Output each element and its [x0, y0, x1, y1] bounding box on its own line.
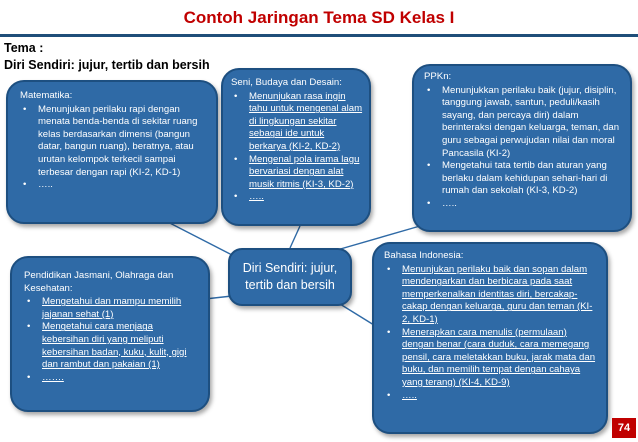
ppkn-item: • …..: [424, 198, 622, 211]
matematika-heading: Matematika:: [20, 90, 73, 101]
page-number: 74: [612, 418, 636, 438]
central-theme-box: [228, 248, 352, 306]
seni-item: [231, 91, 363, 154]
seni-item-text: Mengenal pola irama lagu bervariasi dengan alat musik ritmis (KI-3, KD-2): [249, 153, 360, 190]
seni-item-text: Menunjukan rasa ingin tahu untuk mengenal alam di lingkungan sekitar sebagai ide untuk berkarya (KI-2, KD-2): [249, 90, 363, 152]
seni-heading: Seni, Budaya dan Desain:: [231, 77, 342, 88]
tema-label: Tema :: [4, 41, 44, 55]
title-main: Jaringan Tema SD Kelas I: [247, 8, 455, 27]
penjas-item: [24, 296, 200, 321]
penjas-box: [10, 256, 210, 412]
bahasa-item: [384, 264, 598, 327]
bahasa-box: [372, 242, 608, 434]
bahasa-heading: Bahasa Indonesia:: [384, 250, 464, 261]
connector-seni: [290, 226, 300, 248]
matematika-item: • …..: [20, 179, 208, 192]
matematika-item: • Menunjukan perilaku rapi dengan menata benda-benda di sekitar ruang kelas berdasarkan dimensi (bangun datar, bangun ruang), beratnya, atau urutan kelompok terkecil sampai terbesar dengan rapi (KI-2, KD-1): [20, 104, 208, 180]
penjas-item-text: Mengetahui dan mampu memilih jajanan sehat (1): [42, 296, 182, 320]
ppkn-item: • Mengetahui tata tertib dan aturan yang berlaku dalam kehidupan sehari-hari di rumah dan sekolah (KI-3, KD-2): [424, 160, 622, 198]
title-prefix: Contoh: [183, 8, 244, 27]
seni-box: [221, 68, 371, 226]
ppkn-item: • Menunjukkan perilaku baik (jujur, disiplin, tanggung jawab, santun, peduli/kasih sayang, dan percaya diri) dalam berinteraksi dengan keluarga, teman, dan guru sebagai perwujudan nilai dan moral Pancasila (KI-2): [424, 85, 622, 161]
bahasa-item-text: …..: [402, 389, 417, 401]
bahasa-item-text: Menerapkan cara menulis (permulaan) dengan benar (cara duduk, cara memegang pensil, cara meletakkan buku, jarak mata dan buku, dan memilih tempat dengan cahaya yang terang) (KI-4, KD-9): [402, 326, 596, 388]
tema-value: Diri Sendiri: jujur, tertib dan bersih: [4, 58, 210, 72]
penjas-item-text: …….: [42, 371, 64, 383]
penjas-heading: Pendidikan Jasmani, Olahraga dan Kesehatan:: [24, 270, 174, 294]
ppkn-heading: PPKn:: [424, 71, 452, 82]
bahasa-item-text: Menunjukan perilaku baik dan sopan dalam mendengarkan dan berbicara pada saat memperkenalkan identitas diri, bercakap-cakap dengan keluarga, guru dan teman (KI-2, KD-1): [402, 263, 593, 325]
seni-item: [231, 154, 363, 192]
center-line-1: Diri Sendiri: jujur,: [242, 261, 338, 275]
bahasa-item: [384, 390, 598, 403]
bahasa-item: [384, 327, 598, 390]
seni-item: [231, 191, 363, 204]
penjas-item: [24, 372, 200, 385]
center-line-2: tertib dan bersih: [245, 278, 335, 292]
ppkn-box: [412, 64, 632, 232]
seni-item-text: …..: [249, 191, 264, 203]
penjas-item: [24, 321, 200, 371]
penjas-item-text: Mengetahui cara menjaga kebersihan diri yang meliputi kebersihan badan, kuku, kulit, gigi dan rambut dan pakaian (1): [42, 321, 187, 371]
matematika-box: [6, 80, 218, 224]
